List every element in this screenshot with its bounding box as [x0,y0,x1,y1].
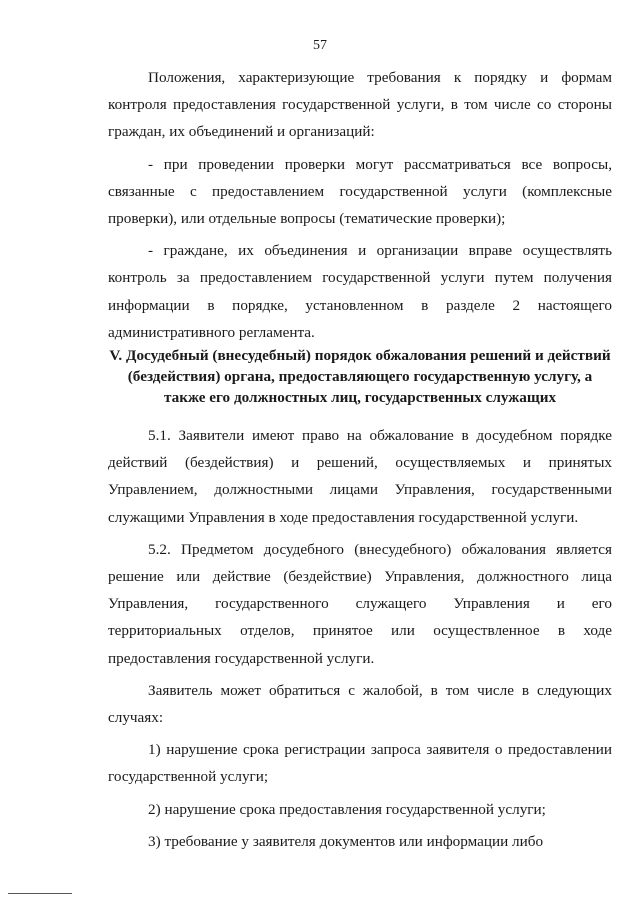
section-heading: V. Досудебный (внесудебный) порядок обжалования решений и действий (бездействия) органа, предоставляющего государственную услугу, а также его должностных лиц, государственных служащих [109,347,611,406]
control-forms-text [108,64,612,351]
paragraph-complaint-cases: Заявитель может обратиться с жалобой, в том числе в следующих случаях: [108,681,612,727]
list-item-3: 3) требование у заявителя документов или информации либо [148,832,544,850]
footer-rule [8,893,72,894]
page-number: 57 [313,38,327,53]
section-v [108,345,612,860]
list-item-1: 1) нарушение срока регистрации запроса заявителя о предоставлении государственной услуги; [108,741,612,786]
list-item-2: 2) нарушение срока предоставления государственной услуги; [148,800,546,818]
paragraph-control-provisions: Положения, характеризующие требования к порядку и формам контроля предоставления государственной услуги, в том числе со стороны граждан, их объединений и организаций: [108,69,612,141]
paragraph-citizen-control: - граждане, их объединения и организации вправе осуществлять контроль за предоставлением государственной услуги путем получения информации в порядке, установленном в разделе 2 настоящего административного регламента. [108,242,612,341]
paragraph-5-2: 5.2. Предметом досудебного (внесудебного) обжалования является решение или действие (бездействие) Управления, должностного лица Управления, государственного служащего Управления и его территориальных отделов, принятое или осуществленное в ходе предоставления государственной услуги. [108,540,612,667]
paragraph-5-1: 5.1. Заявители имеют право на обжалование в досудебном порядке действий (бездействия) и решений, осуществляемых и принятых Управлением, должностными лицами Управления, государственными служащими Управления в ходе предоставления государственной услуги. [108,427,612,526]
paragraph-inspections: - при проведении проверки могут рассматриваться все вопросы, связанные с предоставлением государственной услуги (комплексные проверки), или отдельные вопросы (тематические проверки); [108,155,612,228]
